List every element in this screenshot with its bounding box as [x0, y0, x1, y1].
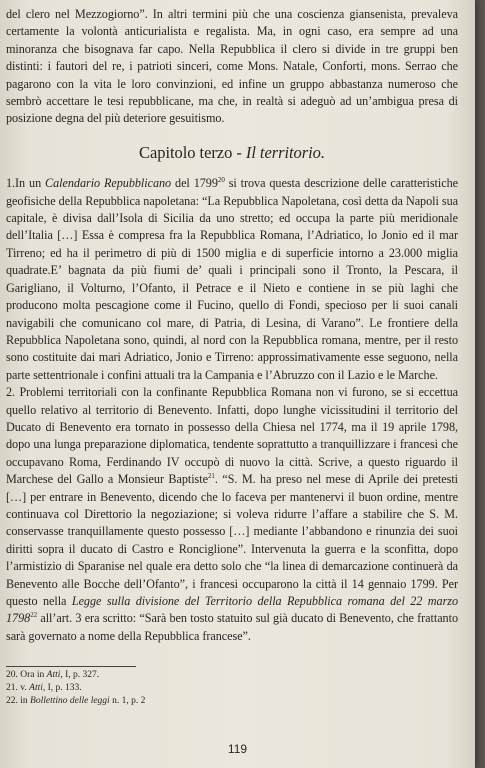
paragraph-2-text-b: . “S. M. ha preso nel mese di Aprile dei pretesti […] per entrare in Benevento, dicendo che lo faceva per mantenervi il buon ordine, mentre continuava col Direttorio la negoziazione; si voleva ridurre l’affare a stabilire che S. M. conservasse tranquillamente questo possesso […] mediante l’abbandono e rinunzia dei suoi diritti sopra il ducato di Castro e Ronciglione”. Intervenuta la guerra e la sconfitta, dopo l’armistizio di Sparanise nel quale era detto solo che “la linea di demarcazione continuerà da Benevento alle Bocche dell’Ofanto”, i francesi occuparono la città il 14 gennaio 1799. Per questo nella [6, 472, 458, 608]
paragraph-2 [6, 384, 458, 645]
footnote-rule [6, 666, 136, 667]
chapter-heading [6, 144, 458, 161]
page-number: 119 [227, 742, 248, 756]
calendario-title: Calendario Repubblicano [45, 176, 172, 191]
footnote-ref-21: 21 [207, 472, 215, 481]
paragraph-2-text-a: 2. Problemi territoriali con la confinante Repubblica Romana non vi furono, se si eccettua quello relativo al territorio di Benevento. Infatti, dopo lunghe vicissitudini il territorio del Ducato di Benevento era tornato in possesso della Chiesa nel 1774, ma il 19 aprile 1798, dopo una lunga preparazione diplomatica, tendente soprattutto a tranquillizzare i francesi che occupavano Roma, Ferdinando IV occupò di nuovo la città. Scrive, a questo riguardo il Marchese del Gallo a Monsieur Baptiste [6, 385, 458, 487]
paragraph-2-text-d: all’art. 3 era scritto: “Sarà ben tosto statuito sul già ducato di Benevento, che frattanto sarà governato a nome della Repubblica francese”. [6, 611, 458, 643]
chapter-heading-title: Il territorio. [245, 142, 325, 162]
paragraph-1-text-c: del 1799 [171, 176, 218, 191]
footnote-21: 21. v. Atti, I, p. 133. [6, 683, 82, 693]
footnote-20: 20. Ora in Atti, I, p. 327. [6, 670, 100, 680]
footnotes [6, 666, 206, 708]
body-text [6, 6, 458, 645]
paragraph-1-text-d: si trova questa descrizione delle caratteristiche geofisiche della Repubblica napoletana: “La Repubblica Napoletana, così detta da Napoli sua capitale, è divisa dall’Isola di Sicilia da uno stretto; ed occupa la parte più meridionale dell’Italia […] Essa è compresa fra la Repubblica Romana, l’Adriatico, lo Jonio ed il mar Tirreno; ed ha il perimetro di più di 1500 miglia e di superficie intorno a 23.000 miglia quadrate.E’ bagnata da più fiumi de’ quali i principali sono il Tronto, la Pescara, il Garigliano, il Volturno, l’Ofanto, il Petrace e il Nieto e contiene in se più laghi che producono molta pescagione come il Fucino, quello di Fondi, specioso per li suoi canali navigabili che comunicano col mare, di Patria, di Lesina, di Varano”. Le frontiere della Repubblica Napoletana sono, quindi, al nord con la Repubblica romana, mentre, per il resto sono costituite dai mari Adriatico, Jonio e Tirreno: approssimativamente esse seguono, nella parte settentrionale i confini attuali tra la Campania e l’Abruzzo con il Lazio e le Marche. [6, 176, 458, 382]
legge-title: Legge sulla divisione del Territorio della Repubblica romana del 22 marzo 1798 [6, 594, 459, 626]
paragraph-1-text-a: 1.In un [6, 176, 46, 191]
footnote-22: 22. in Bollettino delle leggi n. 1, p. 2 [6, 696, 146, 706]
footnote-ref-22: 22 [30, 611, 38, 620]
intro-paragraph: del clero nel Mezzogiorno”. In altri termini più che una coscienza giansenista, prevaleva certamente la volontà anticurialista e regalista. Ma, in ogni caso, era sempre ad una minoranza che bisognava far capo. Nella Repubblica il clero si divide in tre gruppi ben distinti: i fautori del re, i patrioti sinceri, come Mons. Natale, Conforti, mons. Serrao che pagarono con la vita le loro convinzioni, ed infine un gruppo abbastanza numeroso che sembrò accettare le tesi repubblicane, ma che, in realtà si adeguò ad un’ambigua presa di posizione degna del più deteriore gesuitismo. [6, 7, 458, 126]
footnote-ref-20: 20 [217, 176, 225, 185]
paragraph-1 [6, 175, 458, 384]
chapter-heading-label: Capitolo terzo - [139, 142, 246, 162]
